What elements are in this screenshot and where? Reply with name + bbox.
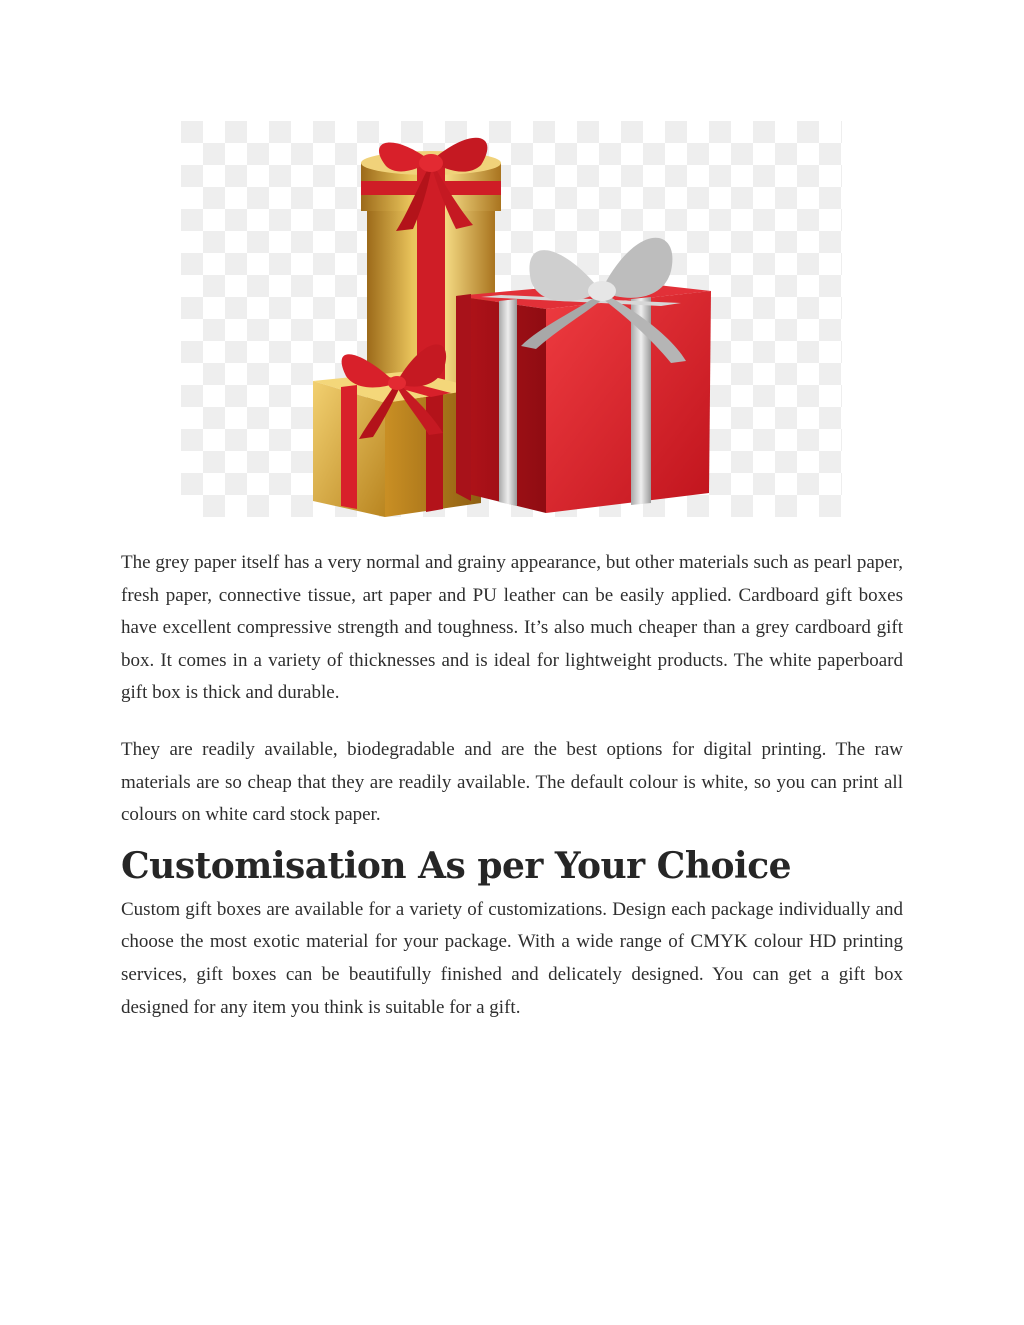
paragraph-materials: The grey paper itself has a very normal and grainy appearance, but other materials such as pearl paper, fresh paper, connective tissue, art paper and PU leather can be easily applied. Cardboard gift boxes have excellent compressive strength and toughness. It’s also much cheaper than a grey cardboard gift box. It comes in a variety of thicknesses and is ideal for lightweight products. The white paperboard gift box is thick and durable. (121, 552, 903, 704)
paragraph-availability: They are readily available, biodegradable and are the best options for digital printing. The raw materials are so cheap that they are readily available. The default colour is white, so you can print all colours on white card stock paper. (121, 738, 903, 826)
paragraph-customisation: Custom gift boxes are available for a variety of customizations. Design each package individually and choose the most exotic material for your package. With a wide range of CMYK colour HD printing services, gift boxes can be beautifully finished and delicately designed. You can get a gift box designed for any item you think is suitable for a gift. (121, 898, 903, 1018)
section-heading: Customisation As per Your Choice (121, 844, 792, 887)
hero-image (181, 121, 842, 517)
gift-boxes-icon (181, 121, 842, 517)
article-content (121, 547, 903, 1024)
